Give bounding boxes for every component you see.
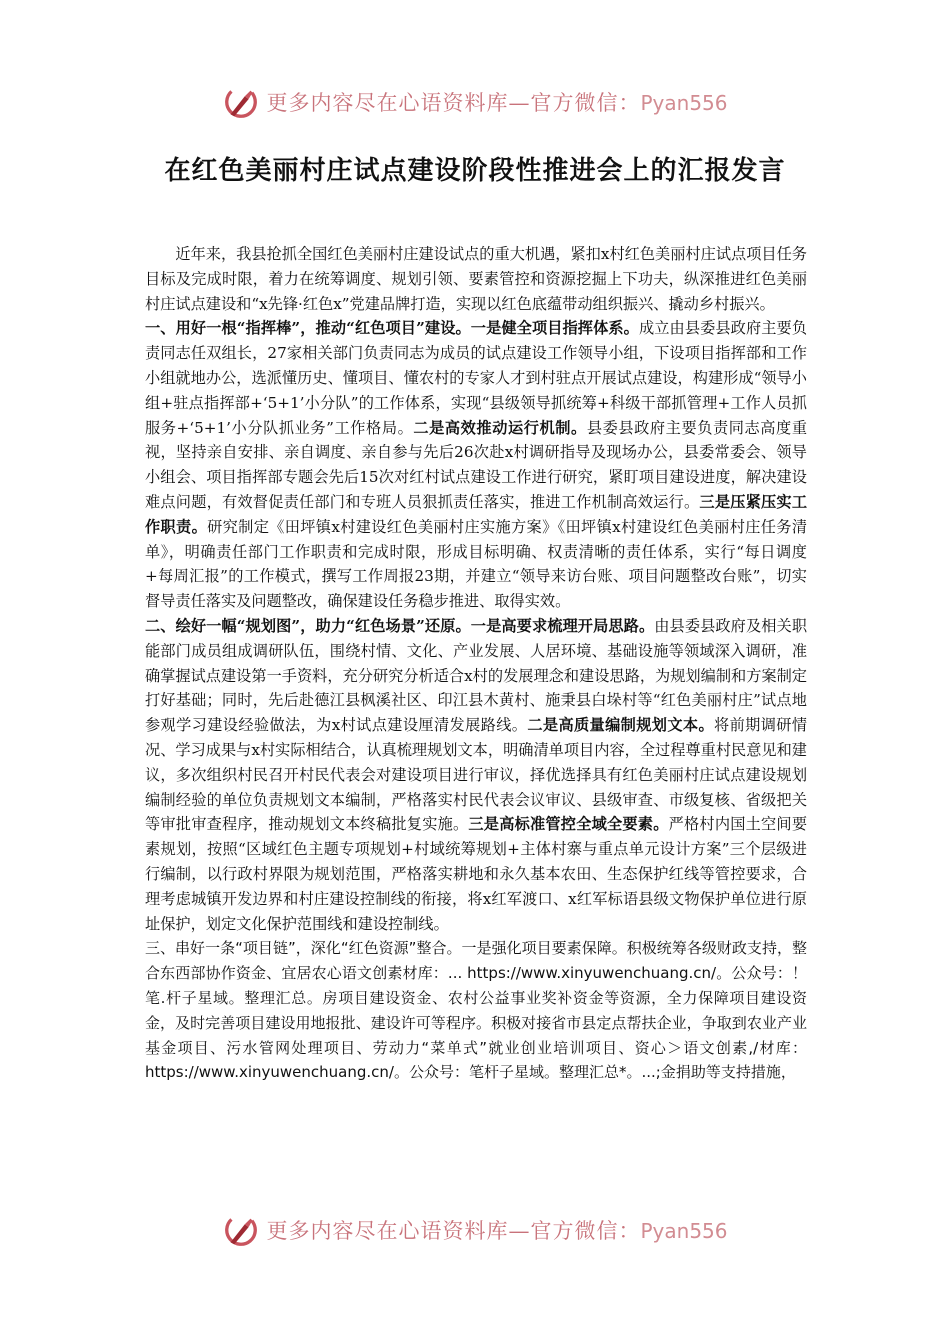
section-1-lead-2: 二是高效推动运行机制。	[413, 418, 587, 437]
watermark-text: 更多内容尽在心语资料库—官方微信：Pyan556	[266, 1219, 728, 1243]
section-2-lead-2: 二是高质量编制规划文本。	[527, 716, 715, 735]
section-2-text-1: 由县委县政府及相关职能部门成员组成调研队伍，围绕村情、文化、产业发展、人居环境、基础设施等领域深入调研，准确掌握试点建设第一手资料，充分研究分析适合x村的发展理念和建设思路，为规划编制和方案制定打好基础；同时，先后赴德江县枫溪社区、印江县木黄村、施秉县白垛村等“红色美丽村庄”试点地参观学习建设经验做法，为x村试点建设厘清发展路线。	[145, 616, 808, 735]
section-2-lead-3: 三是高标准管控全域全要素。	[468, 815, 669, 834]
section-1-lead-3: 三是压紧压实工作职责。	[145, 492, 808, 536]
watermark-text: 更多内容尽在心语资料库—官方微信：Pyan556	[266, 91, 728, 115]
section-2-text-2: 将前期调研情况、学习成果与x村实际相结合，认真梳理规划文本，明确清单项目内容，全过程尊重村民意见和建议，多次组织村民召开村民代表会对建设项目进行审议，择优选择具有红色美丽村庄试点建设规划编制经验的单位负责规划文本编制，严格落实村民代表会议审议、县级审查、市级复核、省级把关等审批审查程序，推动规划文本终稿批复实施。	[145, 716, 808, 834]
section-1-paragraph	[145, 316, 807, 614]
section-2-lead-1: 一是高要求梳理开局思路。	[470, 616, 655, 635]
intro-paragraph: 近年来，我县抢抓全国红色美丽村庄建设试点的重大机遇，紧扣x村红色美丽村庄试点项目任务目标及完成时限，着力在统筹调度、规划引领、要素管控和资源挖掘上下功夫，纵深推进红色美丽村庄试点建设和“x先锋·红色x”党建品牌打造，实现以红色底蕴带动组织振兴、撬动乡村振兴。	[145, 245, 807, 313]
footer-watermark-banner	[0, 1208, 950, 1252]
section-3-lead-1: 一是强化项目要素保障。	[461, 939, 627, 958]
section-1-text-3: 研究制定《田坪镇x村建设红色美丽村庄实施方案》《田坪镇x村建设红色美丽村庄任务清单》，明确责任部门工作职责和完成时限，形成目标明确、权责清晰的责任体系，实行“每日调度+每周汇报”的工作模式，撰写工作周报23期，并建立“领导来访台账、项目问题整改台账”，切实督导责任落实及问题整改，确保建设任务稳步推进、取得实效。	[145, 517, 808, 611]
section-1-lead-1: 一是健全项目指挥体系。	[470, 319, 639, 338]
document-body	[145, 242, 807, 1085]
section-2-text-3: 严格村内国土空间要素规划，按照“区域红色主题专项规划+村域统筹规划+主体村寨与重点单元设计方案”三个层级进行编制，以行政村界限为规划范围，严格落实耕地和永久基本农田、生态保护红线等管控要求，合理考虑城镇开发边界和村庄建设控制线的衔接，将x红军渡口、x红军标语县级文物保护单位进行原址保护，划定文化保护范围线和建设控制线。	[145, 815, 808, 933]
section-3-paragraph	[145, 936, 807, 1085]
wechat-id: Pyan556	[640, 91, 728, 115]
brush-logo-icon	[222, 83, 260, 121]
section-3-heading: 三、串好一条“项目链”，深化“红色资源”整合。	[145, 939, 462, 958]
section-1-text-1: 成立由县委县政府主要负责同志任双组长，27家相关部门负责同志为成员的试点建设工作领导小组，下设项目指挥部和工作小组就地办公，选派懂历史、懂项目、懂农村的专家人才到村驻点开展试点建设，构建形成“领导小组+驻点指挥部+‘5+1’小分队”的工作体系，实现“县级领导抓统筹+科级干部抓管理+工作人员抓服务+‘5+1’小分队抓业务”工作格局。	[145, 319, 808, 437]
section-1-heading: 一、用好一根“指挥棒”，推动“红色项目”建设。	[145, 319, 471, 338]
header-watermark-banner	[0, 80, 950, 124]
section-2-heading: 二、绘好一幅“规划图”，助力“红色场景”还原。	[145, 616, 471, 635]
section-1-text-2: 县委县政府主要负责同志高度重视，坚持亲自安排、亲自调度、亲自参与先后26次赴x村调研指导及现场办公，县委常委会、领导小组会、项目指挥部专题会先后15次对红村试点建设工作进行研究，紧盯项目建设进度，解决建设难点问题，有效督促责任部门和专班人员狠抓责任落实，推进工作机制高效运行。	[145, 418, 808, 511]
wechat-id: Pyan556	[640, 1219, 728, 1243]
brush-logo-icon	[222, 1211, 260, 1249]
document-title: 在红色美丽村庄试点建设阶段性推进会上的汇报发言	[164, 156, 786, 186]
section-2-paragraph	[145, 614, 807, 936]
section-3-text-1: 积极统筹各级财政支持，整合东西部协作资金、宜居农心语文创素材库：... https://www.xinyuwenchuang.cn/。公众号：！笔.杆子星域。整理汇总。房项目建设资金、农村公益事业奖补资金等资源，全力保障项目建设资金，及时完善项目建设用地报批、建设许可等程序。积极对接省市县定点帮扶企业，争取到农业产业基金项目、污水管网处理项目、劳动力“菜单式”就业创业培训项目、资心＞语文创素,/材库：https://www.xinyuwenchuang.cn/。公众号：笔杆子星域。整理汇总*。...;金捐助等支持措施，	[145, 939, 807, 1082]
